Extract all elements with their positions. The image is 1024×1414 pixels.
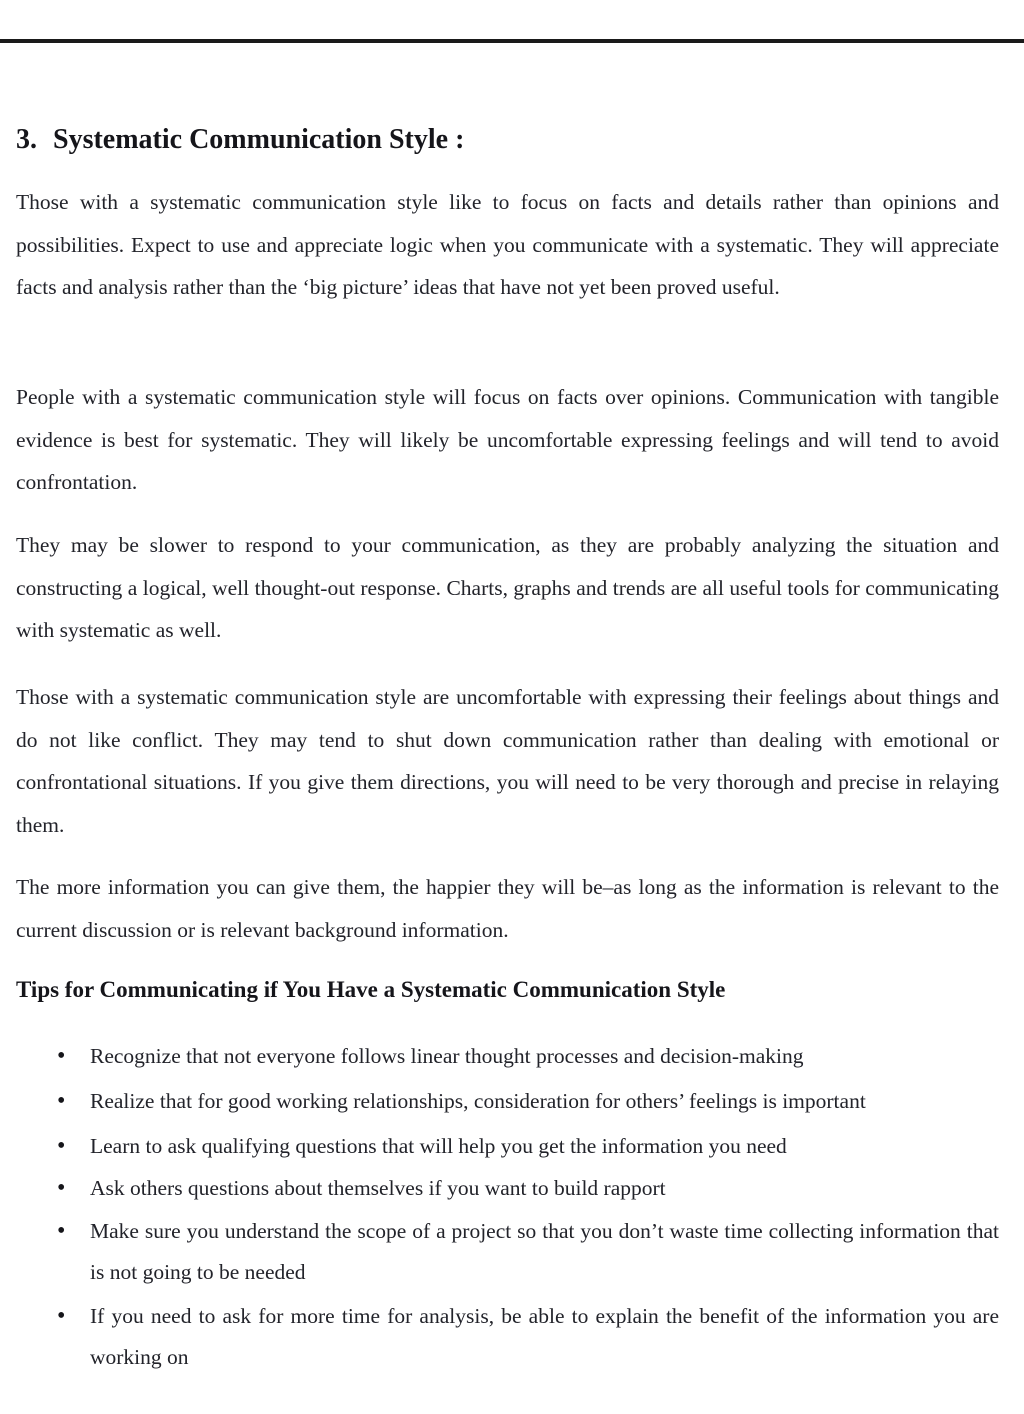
section-heading <box>16 123 999 157</box>
paragraph-3: They may be slower to respond to your communication, as they are probably analyzing the situation and constructing a logical, well thought-out response. Charts, graphs and trends are all useful tools for communicating with systematic as well. <box>16 533 999 642</box>
paragraph-1: Those with a systematic communication style like to focus on facts and details rather than opinions and possibilities. Expect to use and appreciate logic when you communicate with a systematic. They will appreciate facts and analysis rather than the ‘big picture’ ideas that have not yet been proved useful. <box>16 190 999 299</box>
list-item: • If you need to ask for more time for analysis, be able to explain the benefit of the information you are working on <box>55 1296 999 1378</box>
section-title: Systematic Communication Style : <box>53 124 465 155</box>
list-item: • Realize that for good working relationships, consideration for others’ feelings is important <box>55 1081 999 1122</box>
list-item: • Recognize that not everyone follows linear thought processes and decision-making <box>55 1036 999 1077</box>
list-item: • Ask others questions about themselves if you want to build rapport <box>55 1168 999 1209</box>
paragraph-5: The more information you can give them, the happier they will be–as long as the information is relevant to the current discussion or is relevant background information. <box>16 875 999 942</box>
header-rule <box>0 39 1024 43</box>
tips-heading: Tips for Communicating if You Have a Systematic Communication Style <box>16 977 726 1002</box>
paragraph-2: People with a systematic communication style will focus on facts over opinions. Communication with tangible evidence is best for systematic. They will likely be uncomfortable expressing feelings and will tend to avoid confrontation. <box>16 385 999 494</box>
list-item: • Learn to ask qualifying questions that will help you get the information you need <box>55 1126 999 1167</box>
paragraph-4: Those with a systematic communication style are uncomfortable with expressing their feelings about things and do not like conflict. They may tend to shut down communication rather than dealing with emotional or confrontational situations. If you give them directions, you will need to be very thorough and precise in relaying them. <box>16 685 999 837</box>
list-item: • Make sure you understand the scope of a project so that you don’t waste time collecting information that is not going to be needed <box>55 1211 999 1293</box>
section-number: 3. <box>16 124 37 155</box>
